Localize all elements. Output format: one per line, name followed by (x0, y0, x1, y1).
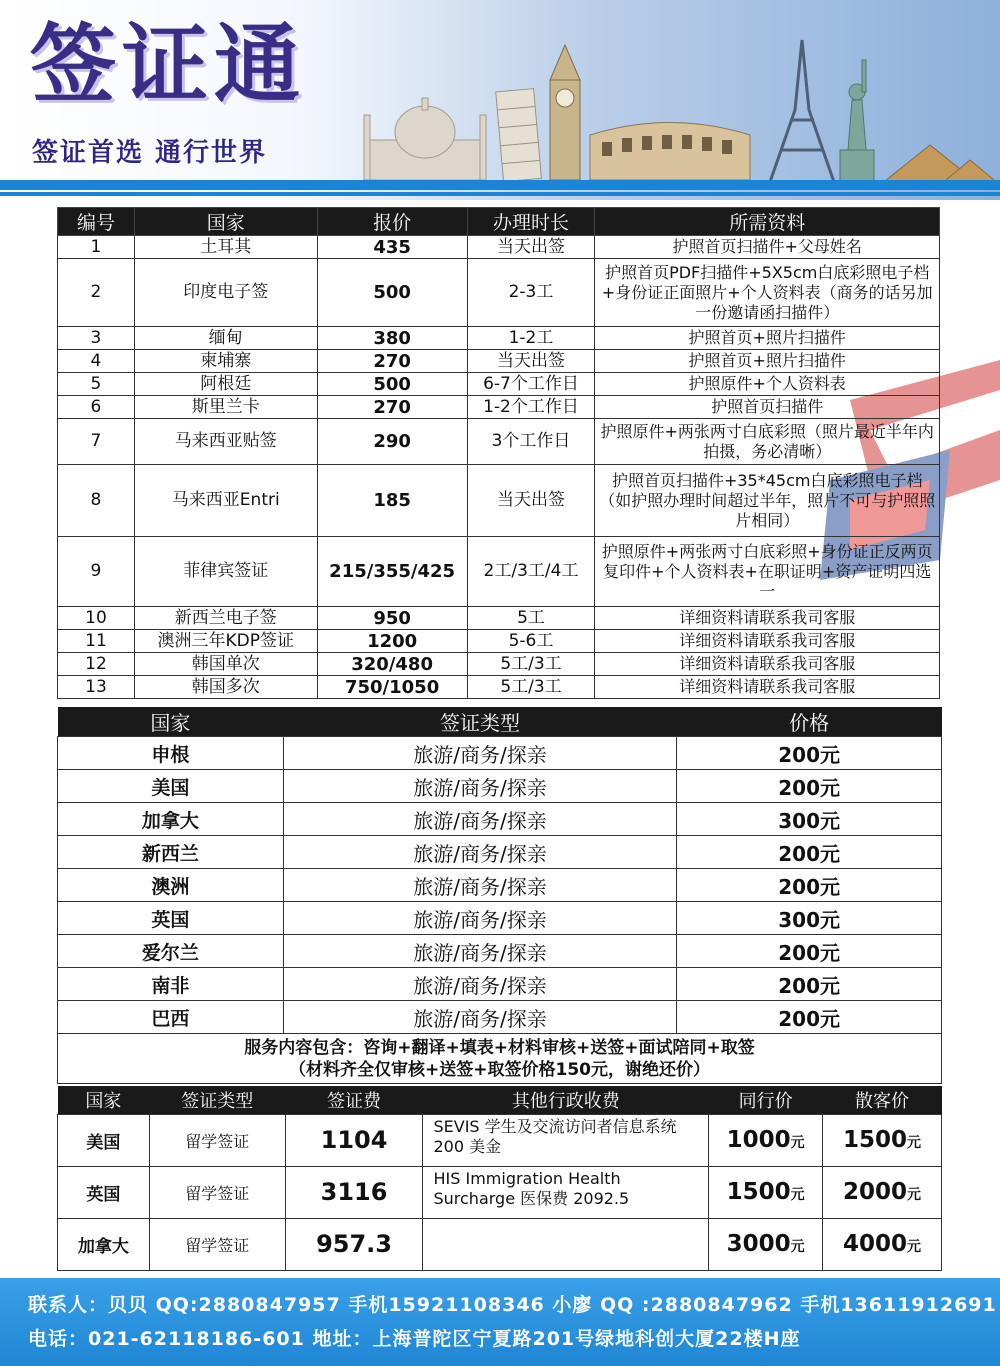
table-row (58, 1218, 942, 1270)
table-row (58, 869, 942, 902)
row-time: 当天出签 (467, 236, 595, 259)
row-visa-type: 旅游/商务/探亲 (283, 803, 677, 836)
row-price: 320/480 (317, 653, 467, 676)
table-row (58, 327, 940, 350)
row-price: 270 (317, 350, 467, 373)
row-visa-type: 留学签证 (149, 1166, 285, 1218)
row-visa-type: 旅游/商务/探亲 (283, 1001, 677, 1034)
row-country: 韩国多次 (134, 676, 317, 699)
row-price: 200元 (677, 935, 942, 968)
row-visa-type: 留学签证 (149, 1218, 285, 1270)
row-other-fees: SEVIS 学生及交流访问者信息系统 200 美金 (423, 1114, 709, 1166)
row-country: 巴西 (58, 1001, 284, 1034)
row-no: 11 (58, 630, 135, 653)
visa-price-table (57, 207, 940, 699)
row-peer-price (709, 1166, 823, 1218)
row-no: 12 (58, 653, 135, 676)
row-visa-type: 旅游/商务/探亲 (283, 869, 677, 902)
row-price: 200元 (677, 1001, 942, 1034)
row-no: 5 (58, 373, 135, 396)
row-visa-type: 旅游/商务/探亲 (283, 902, 677, 935)
table-row (58, 770, 942, 803)
table-row (58, 373, 940, 396)
brand-logo-text: 签证通 (30, 14, 306, 115)
row-country: 英国 (58, 902, 284, 935)
row-country: 申根 (58, 737, 284, 770)
row-price: 1200 (317, 630, 467, 653)
col-header-requirements: 所需资料 (595, 208, 940, 236)
row-time: 1-2工 (467, 327, 595, 350)
contact-info: 联系人：贝贝 QQ:2880847957 手机15921108346 小廖 QQ :2880847962 手机13611912691 (28, 1294, 997, 1316)
table-row (58, 836, 942, 869)
row-time: 2工/3工/4工 (467, 537, 595, 607)
table-row (58, 607, 940, 630)
row-country: 加拿大 (58, 1218, 150, 1270)
retail-price-value: 4000 (843, 1231, 908, 1257)
row-requirements: 护照首页扫描件+父母姓名 (595, 236, 940, 259)
row-visa-type: 旅游/商务/探亲 (283, 770, 677, 803)
row-country: 加拿大 (58, 803, 284, 836)
row-price: 750/1050 (317, 676, 467, 699)
row-requirements: 详细资料请联系我司客服 (595, 653, 940, 676)
row-price: 185 (317, 465, 467, 537)
row-time: 1-2个工作日 (467, 396, 595, 419)
row-country: 印度电子签 (134, 259, 317, 327)
service-note-line2: （材料齐全仅审核+送签+取签价格150元，谢绝还价） (289, 1059, 710, 1080)
row-requirements: 护照首页+照片扫描件 (595, 327, 940, 350)
row-country: 南非 (58, 968, 284, 1001)
row-no: 3 (58, 327, 135, 350)
col-header-price: 报价 (317, 208, 467, 236)
col-header-country: 国家 (134, 208, 317, 236)
row-peer-price (709, 1218, 823, 1270)
row-no: 9 (58, 537, 135, 607)
row-requirements: 护照首页+照片扫描件 (595, 350, 940, 373)
row-time: 3个工作日 (467, 419, 595, 465)
row-country: 美国 (58, 1114, 150, 1166)
row-no: 7 (58, 419, 135, 465)
col-header-country: 国家 (58, 707, 284, 737)
row-country: 爱尔兰 (58, 935, 284, 968)
table-row (58, 935, 942, 968)
service-note-row (58, 1034, 942, 1084)
table-row (58, 537, 940, 607)
table-row (58, 396, 940, 419)
row-no: 6 (58, 396, 135, 419)
header-banner (0, 0, 1000, 200)
row-requirements: 护照首页扫描件 (595, 396, 940, 419)
peer-price-value: 1000 (726, 1127, 791, 1153)
contact-footer (0, 1278, 1000, 1366)
row-price: 435 (317, 236, 467, 259)
row-no: 2 (58, 259, 135, 327)
col-header-peer-price: 同行价 (709, 1086, 823, 1114)
row-visa-type: 旅游/商务/探亲 (283, 836, 677, 869)
row-visa-type: 旅游/商务/探亲 (283, 737, 677, 770)
row-price: 270 (317, 396, 467, 419)
col-header-visa-type: 签证类型 (149, 1086, 285, 1114)
header-stripe-thin (0, 192, 1000, 196)
slogan: 签证首选 通行世界 (32, 138, 268, 168)
peer-price-value: 1500 (726, 1179, 791, 1205)
peer-price-value: 3000 (726, 1231, 791, 1257)
col-header-retail-price: 散客价 (823, 1086, 942, 1114)
row-price: 500 (317, 373, 467, 396)
row-requirements: 护照原件+两张两寸白底彩照+身份证正反两页复印件+个人资料表+在职证明+资产证明四选一 (595, 537, 940, 607)
table-row (58, 968, 942, 1001)
row-no: 10 (58, 607, 135, 630)
row-country: 英国 (58, 1166, 150, 1218)
row-requirements: 详细资料请联系我司客服 (595, 676, 940, 699)
row-country: 美国 (58, 770, 284, 803)
row-price: 200元 (677, 737, 942, 770)
col-header-time: 办理时长 (467, 208, 595, 236)
row-country: 澳洲 (58, 869, 284, 902)
row-requirements: 详细资料请联系我司客服 (595, 607, 940, 630)
row-visa-fee: 3116 (285, 1166, 423, 1218)
row-price: 950 (317, 607, 467, 630)
table-header-row (58, 707, 942, 737)
row-time: 5工/3工 (467, 676, 595, 699)
row-time: 当天出签 (467, 350, 595, 373)
row-requirements: 护照首页扫描件+35*45cm白底彩照电子档（如护照办理时间超过半年，照片不可与护照照片相同） (595, 465, 940, 537)
currency-unit: 元 (907, 1239, 922, 1255)
row-country: 土耳其 (134, 236, 317, 259)
row-price: 500 (317, 259, 467, 327)
currency-unit: 元 (790, 1239, 805, 1255)
address-info: 电话：021-62118186-601 地址：上海普陀区宁夏路201号绿地科创大厦22楼H座 (28, 1328, 801, 1350)
student-visa-table (57, 1086, 942, 1271)
row-visa-fee: 1104 (285, 1114, 423, 1166)
col-header-visa-type: 签证类型 (283, 707, 677, 737)
row-requirements: 护照原件+个人资料表 (595, 373, 940, 396)
col-header-country: 国家 (58, 1086, 150, 1114)
row-price: 215/355/425 (317, 537, 467, 607)
row-time: 5工/3工 (467, 653, 595, 676)
table-row (58, 1166, 942, 1218)
row-time: 2-3工 (467, 259, 595, 327)
table-row (58, 236, 940, 259)
row-price: 380 (317, 327, 467, 350)
row-time: 5-6工 (467, 630, 595, 653)
table-row (58, 465, 940, 537)
row-country: 澳洲三年KDP签证 (134, 630, 317, 653)
row-country: 阿根廷 (134, 373, 317, 396)
col-header-other-fees: 其他行政收费 (423, 1086, 709, 1114)
row-peer-price (709, 1114, 823, 1166)
row-price: 200元 (677, 869, 942, 902)
col-header-no: 编号 (58, 208, 135, 236)
row-other-fees (423, 1218, 709, 1270)
row-country: 马来西亚贴签 (134, 419, 317, 465)
row-other-fees: HIS Immigration Health Surcharge 医保费 2092.5 (423, 1166, 709, 1218)
landmarks-illustration (340, 20, 1000, 185)
row-country: 斯里兰卡 (134, 396, 317, 419)
table-row (58, 350, 940, 373)
col-header-price: 价格 (677, 707, 942, 737)
currency-unit: 元 (907, 1187, 922, 1203)
table-row (58, 653, 940, 676)
row-visa-fee: 957.3 (285, 1218, 423, 1270)
retail-price-value: 2000 (843, 1179, 908, 1205)
table-row (58, 259, 940, 327)
row-requirements: 详细资料请联系我司客服 (595, 630, 940, 653)
retail-price-value: 1500 (843, 1127, 908, 1153)
row-price: 300元 (677, 902, 942, 935)
row-country: 菲律宾签证 (134, 537, 317, 607)
row-visa-type: 旅游/商务/探亲 (283, 968, 677, 1001)
table-row (58, 676, 940, 699)
table-row (58, 630, 940, 653)
table-row (58, 902, 942, 935)
currency-unit: 元 (790, 1135, 805, 1151)
currency-unit: 元 (907, 1135, 922, 1151)
service-note (58, 1034, 942, 1084)
tourist-visa-table (57, 707, 942, 1084)
row-requirements: 护照原件+两张两寸白底彩照（照片最近半年内拍摄，务必清晰） (595, 419, 940, 465)
table-row (58, 737, 942, 770)
currency-unit: 元 (790, 1187, 805, 1203)
row-country: 缅甸 (134, 327, 317, 350)
row-retail-price (823, 1218, 942, 1270)
row-no: 13 (58, 676, 135, 699)
row-visa-type: 留学签证 (149, 1114, 285, 1166)
row-no: 1 (58, 236, 135, 259)
row-price: 300元 (677, 803, 942, 836)
table-row (58, 1114, 942, 1166)
row-time: 6-7个工作日 (467, 373, 595, 396)
row-price: 200元 (677, 968, 942, 1001)
row-country: 马来西亚Entri (134, 465, 317, 537)
table-row (58, 1001, 942, 1034)
row-visa-type: 旅游/商务/探亲 (283, 935, 677, 968)
row-country: 韩国单次 (134, 653, 317, 676)
table-header-row (58, 1086, 942, 1114)
service-note-line1: 服务内容包含：咨询+翻译+填表+材料审核+送签+面试陪同+取签 (244, 1037, 755, 1058)
row-country: 柬埔寨 (134, 350, 317, 373)
col-header-visa-fee: 签证费 (285, 1086, 423, 1114)
table-row (58, 419, 940, 465)
row-country: 新西兰 (58, 836, 284, 869)
table-row (58, 803, 942, 836)
row-time: 5工 (467, 607, 595, 630)
row-price: 200元 (677, 770, 942, 803)
row-price: 200元 (677, 836, 942, 869)
row-retail-price (823, 1166, 942, 1218)
row-price: 290 (317, 419, 467, 465)
row-no: 4 (58, 350, 135, 373)
header-stripe (0, 180, 1000, 190)
row-country: 新西兰电子签 (134, 607, 317, 630)
table-header-row (58, 208, 940, 236)
row-retail-price (823, 1114, 942, 1166)
row-requirements: 护照首页PDF扫描件+5X5cm白底彩照电子档+身份证正面照片+个人资料表（商务的话另加一份邀请函扫描件） (595, 259, 940, 327)
row-no: 8 (58, 465, 135, 537)
row-time: 当天出签 (467, 465, 595, 537)
